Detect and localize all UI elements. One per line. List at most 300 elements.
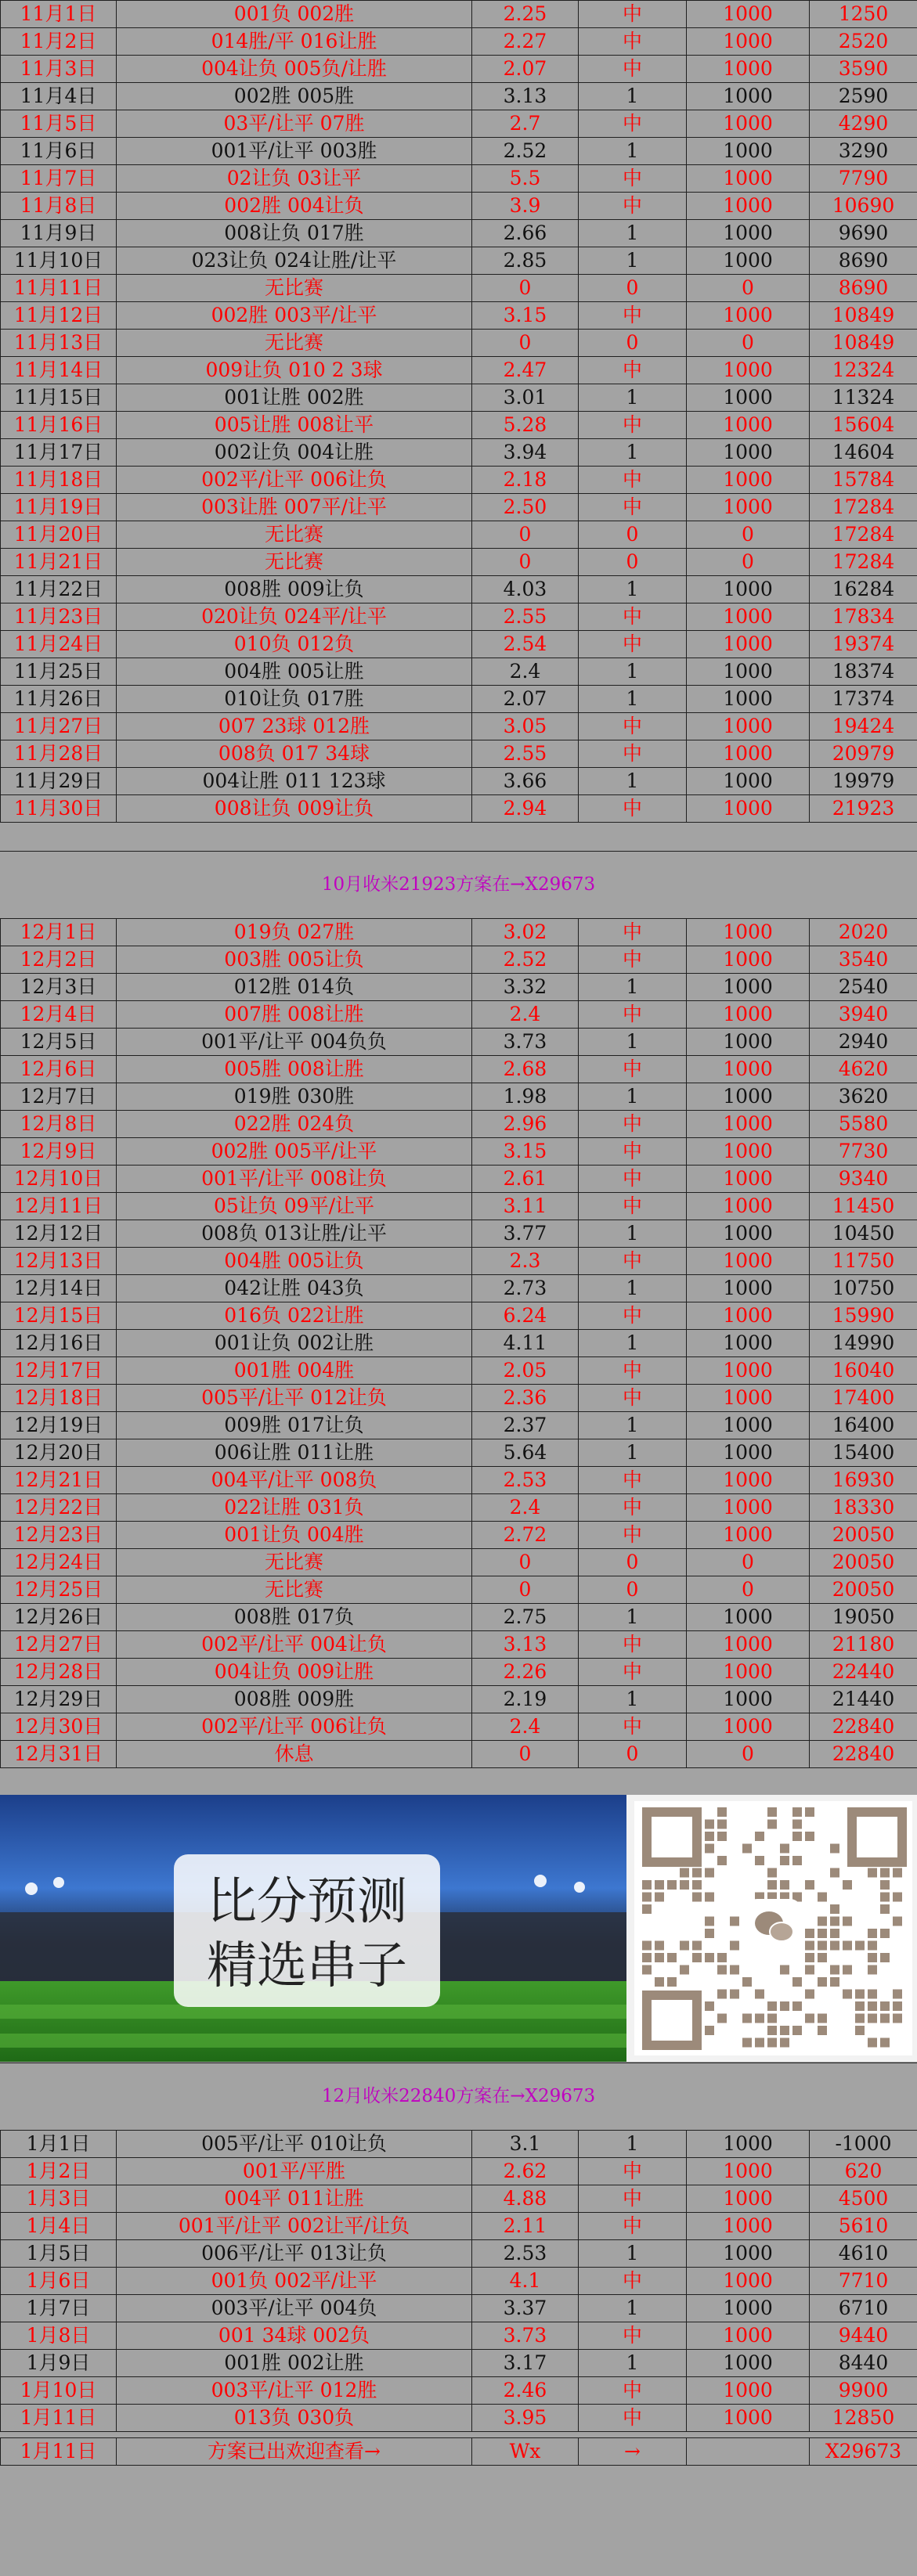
odds-cell: 2.55 (472, 740, 579, 768)
table-row (1, 2322, 917, 2350)
table-row (1, 2268, 917, 2295)
odds-cell: 2.11 (472, 2213, 579, 2240)
odds-cell: 3.01 (472, 384, 579, 412)
balance-cell: 2540 (810, 974, 917, 1001)
match-cell: 001平/让平 004负负 (117, 1029, 472, 1056)
match-cell: 004胜 005让负 (117, 1248, 472, 1275)
date-cell: 1月8日 (1, 2322, 117, 2350)
result-cell: 中 (579, 2213, 687, 2240)
date-cell: 12月4日 (1, 1001, 117, 1029)
stake-cell: 1000 (687, 2158, 810, 2185)
date-cell: 12月17日 (1, 1357, 117, 1385)
balance-cell: 9900 (810, 2377, 917, 2405)
table-row (1, 549, 917, 576)
odds-cell: 2.94 (472, 795, 579, 823)
stake-cell: 1000 (687, 1330, 810, 1357)
balance-cell: 6710 (810, 2295, 917, 2322)
stake-cell: 1000 (687, 1056, 810, 1083)
stake-cell: 1000 (687, 576, 810, 603)
result-cell: 1 (579, 1686, 687, 1713)
result-cell: 1 (579, 1029, 687, 1056)
match-cell: 003平/让平 012胜 (117, 2377, 472, 2405)
date-cell: 11月10日 (1, 247, 117, 275)
result-cell: 中 (579, 1467, 687, 1494)
match-cell: 004胜 005让胜 (117, 658, 472, 686)
footer-code[interactable]: X29673 (810, 2438, 917, 2466)
odds-cell: 3.02 (472, 919, 579, 946)
date-cell: 11月13日 (1, 330, 117, 357)
odds-cell: 3.37 (472, 2295, 579, 2322)
table-row (1, 1741, 917, 1768)
balance-cell: 19050 (810, 1604, 917, 1631)
match-cell: 008胜 009让负 (117, 576, 472, 603)
match-cell: 008让负 017胜 (117, 220, 472, 247)
match-cell: 002胜 005平/让平 (117, 1138, 472, 1166)
balance-cell: 3940 (810, 1001, 917, 1029)
table-row (1, 1522, 917, 1549)
date-cell: 11月21日 (1, 549, 117, 576)
balance-cell: 14990 (810, 1330, 917, 1357)
match-cell: 004让负 009让胜 (117, 1659, 472, 1686)
table-row (1, 1604, 917, 1631)
date-cell: 1月6日 (1, 2268, 117, 2295)
table-row (1, 1549, 917, 1576)
stake-cell: 0 (687, 521, 810, 549)
stake-cell: 1000 (687, 1166, 810, 1193)
odds-cell: 2.96 (472, 1111, 579, 1138)
stake-cell: 1000 (687, 1686, 810, 1713)
table-row (1, 412, 917, 439)
result-cell: 中 (579, 919, 687, 946)
result-cell: 1 (579, 2350, 687, 2377)
table-row (1, 2295, 917, 2322)
balance-cell: 4500 (810, 2185, 917, 2213)
odds-cell: 5.5 (472, 165, 579, 193)
result-cell: 中 (579, 1193, 687, 1220)
date-cell: 12月24日 (1, 1549, 117, 1576)
balance-cell: 21440 (810, 1686, 917, 1713)
date-cell: 11月16日 (1, 412, 117, 439)
banner-line-2: 精选串子 (207, 1937, 407, 1995)
stake-cell: 1000 (687, 631, 810, 658)
balance-cell: 2020 (810, 919, 917, 946)
odds-cell: 3.73 (472, 1029, 579, 1056)
result-cell: 中 (579, 302, 687, 330)
stake-cell: 1000 (687, 1, 810, 28)
balance-cell: 8690 (810, 275, 917, 302)
stake-cell: 1000 (687, 28, 810, 56)
table-row (1, 1166, 917, 1193)
match-cell: 001平/让平 008让负 (117, 1166, 472, 1193)
result-cell: 中 (579, 713, 687, 740)
date-cell: 11月25日 (1, 658, 117, 686)
balance-cell: 19424 (810, 713, 917, 740)
odds-cell: 2.07 (472, 686, 579, 713)
match-cell: 003让胜 007平/让平 (117, 494, 472, 521)
date-cell: 1月2日 (1, 2158, 117, 2185)
odds-cell: 4.03 (472, 576, 579, 603)
balance-cell: 10849 (810, 302, 917, 330)
match-cell: 042让胜 043负 (117, 1275, 472, 1302)
match-cell: 022让胜 031负 (117, 1494, 472, 1522)
stake-cell: 1000 (687, 946, 810, 974)
result-cell: 中 (579, 1357, 687, 1385)
table-row (1, 330, 917, 357)
result-cell: 1 (579, 2240, 687, 2268)
table-row (1, 1412, 917, 1439)
balance-cell: 22840 (810, 1741, 917, 1768)
date-cell: 12月13日 (1, 1248, 117, 1275)
match-cell: 006平/让平 013让负 (117, 2240, 472, 2268)
date-cell: 11月29日 (1, 768, 117, 795)
odds-cell: 2.53 (472, 1467, 579, 1494)
stake-cell: 1000 (687, 686, 810, 713)
match-cell: 002胜 003平/让平 (117, 302, 472, 330)
balance-cell: 18374 (810, 658, 917, 686)
table-row (1, 1275, 917, 1302)
match-cell: 008让负 009让负 (117, 795, 472, 823)
table-row (1, 110, 917, 138)
table-row (1, 1138, 917, 1166)
match-cell: 002平/让平 004让负 (117, 1631, 472, 1659)
stake-cell: 1000 (687, 110, 810, 138)
match-cell: 002胜 004让负 (117, 193, 472, 220)
stake-cell: 1000 (687, 439, 810, 467)
result-cell: 0 (579, 521, 687, 549)
date-cell: 11月11日 (1, 275, 117, 302)
balance-cell: 11324 (810, 384, 917, 412)
result-cell: 中 (579, 467, 687, 494)
result-cell: 1 (579, 2131, 687, 2158)
date-cell: 1月7日 (1, 2295, 117, 2322)
date-cell: 12月23日 (1, 1522, 117, 1549)
table-row (1, 193, 917, 220)
odds-cell: 3.13 (472, 83, 579, 110)
date-cell: 1月11日 (1, 2405, 117, 2432)
stake-cell: 1000 (687, 1412, 810, 1439)
balance-cell: 4290 (810, 110, 917, 138)
balance-cell: 20050 (810, 1576, 917, 1604)
table-row (1, 2131, 917, 2158)
match-cell: 023让负 024让胜/让平 (117, 247, 472, 275)
footer-blank (687, 2438, 810, 2466)
table-row (1, 1357, 917, 1385)
balance-cell: 17374 (810, 686, 917, 713)
result-cell: 中 (579, 110, 687, 138)
stake-cell: 1000 (687, 56, 810, 83)
odds-cell: 5.28 (472, 412, 579, 439)
date-cell: 11月2日 (1, 28, 117, 56)
result-cell: 0 (579, 1576, 687, 1604)
match-cell: 022胜 024负 (117, 1111, 472, 1138)
result-cell: 0 (579, 275, 687, 302)
balance-cell: 16930 (810, 1467, 917, 1494)
balance-cell: 16400 (810, 1412, 917, 1439)
balance-cell: 18330 (810, 1494, 917, 1522)
table-row (1, 83, 917, 110)
stake-cell: 1000 (687, 1083, 810, 1111)
stake-cell: 1000 (687, 193, 810, 220)
date-cell: 12月14日 (1, 1275, 117, 1302)
stake-cell: 1000 (687, 1138, 810, 1166)
match-cell: 001 34球 002负 (117, 2322, 472, 2350)
stake-cell: 1000 (687, 357, 810, 384)
date-cell: 11月6日 (1, 138, 117, 165)
result-cell: 中 (579, 2405, 687, 2432)
match-cell: 02让负 03让平 (117, 165, 472, 193)
stake-cell: 1000 (687, 1302, 810, 1330)
date-cell: 11月24日 (1, 631, 117, 658)
odds-cell: 0 (472, 275, 579, 302)
footer-text[interactable]: 方案已出欢迎查看→ (117, 2438, 472, 2466)
result-cell: 1 (579, 1330, 687, 1357)
match-cell: 008胜 017负 (117, 1604, 472, 1631)
table-row (1, 1659, 917, 1686)
date-cell: 12月12日 (1, 1220, 117, 1248)
stake-cell: 1000 (687, 1467, 810, 1494)
stake-cell: 0 (687, 1549, 810, 1576)
result-cell: 中 (579, 2158, 687, 2185)
stake-cell: 1000 (687, 1220, 810, 1248)
match-cell: 016负 022让胜 (117, 1302, 472, 1330)
stake-cell: 1000 (687, 2213, 810, 2240)
result-cell: 中 (579, 2185, 687, 2213)
odds-cell: 2.61 (472, 1166, 579, 1193)
match-cell: 005胜 008让胜 (117, 1056, 472, 1083)
balance-cell: 7790 (810, 165, 917, 193)
balance-cell: 2520 (810, 28, 917, 56)
stake-cell: 1000 (687, 1357, 810, 1385)
date-cell: 12月22日 (1, 1494, 117, 1522)
result-cell: 中 (579, 1494, 687, 1522)
match-cell: 001胜 004胜 (117, 1357, 472, 1385)
balance-cell: 3290 (810, 138, 917, 165)
balance-cell: 17284 (810, 549, 917, 576)
odds-cell: 4.1 (472, 2268, 579, 2295)
result-cell: 1 (579, 576, 687, 603)
date-cell: 11月19日 (1, 494, 117, 521)
date-cell: 11月4日 (1, 83, 117, 110)
table-row (1, 1220, 917, 1248)
match-cell: 013负 030负 (117, 2405, 472, 2432)
balance-cell: 5580 (810, 1111, 917, 1138)
balance-cell: 17284 (810, 494, 917, 521)
stake-cell: 1000 (687, 1439, 810, 1467)
odds-cell: 4.88 (472, 2185, 579, 2213)
table-row (1, 2350, 917, 2377)
balance-cell: 20979 (810, 740, 917, 768)
odds-cell: 3.66 (472, 768, 579, 795)
result-cell: 中 (579, 1001, 687, 1029)
balance-cell: 10450 (810, 1220, 917, 1248)
date-cell: 12月10日 (1, 1166, 117, 1193)
stake-cell: 1000 (687, 138, 810, 165)
date-cell: 11月3日 (1, 56, 117, 83)
odds-cell: 3.94 (472, 439, 579, 467)
match-cell: 012胜 014负 (117, 974, 472, 1001)
stake-cell: 1000 (687, 2268, 810, 2295)
odds-cell: 3.15 (472, 1138, 579, 1166)
match-cell: 007胜 008让胜 (117, 1001, 472, 1029)
result-cell: 中 (579, 1138, 687, 1166)
balance-cell: 12324 (810, 357, 917, 384)
date-cell: 12月11日 (1, 1193, 117, 1220)
stake-cell: 0 (687, 1576, 810, 1604)
table-row (1, 467, 917, 494)
match-cell: 001负 002胜 (117, 1, 472, 28)
result-cell: 中 (579, 1111, 687, 1138)
table-row (1, 768, 917, 795)
balance-cell: 14604 (810, 439, 917, 467)
result-cell: 中 (579, 1166, 687, 1193)
date-cell: 11月14日 (1, 357, 117, 384)
table-row (1, 1001, 917, 1029)
table-row (1, 521, 917, 549)
stake-cell: 1000 (687, 1248, 810, 1275)
result-cell: 1 (579, 220, 687, 247)
table-row (1, 384, 917, 412)
match-cell: 009胜 017让负 (117, 1412, 472, 1439)
balance-cell: 16284 (810, 576, 917, 603)
balance-cell: 22840 (810, 1713, 917, 1741)
balance-cell: 20050 (810, 1522, 917, 1549)
date-cell: 12月6日 (1, 1056, 117, 1083)
stake-cell: 0 (687, 1741, 810, 1768)
match-cell: 005平/让平 012让负 (117, 1385, 472, 1412)
table-row (1, 603, 917, 631)
table-row (1, 1056, 917, 1083)
date-cell: 11月1日 (1, 1, 117, 28)
balance-cell: 9340 (810, 1166, 917, 1193)
odds-cell: 2.72 (472, 1522, 579, 1549)
table-row (1, 1439, 917, 1467)
stake-cell: 1000 (687, 83, 810, 110)
summary-band-1: 10月收米21923方案在→X29673 (0, 851, 917, 919)
stake-cell: 1000 (687, 1494, 810, 1522)
odds-cell: 0 (472, 521, 579, 549)
odds-cell: 2.4 (472, 1494, 579, 1522)
odds-cell: 3.13 (472, 1631, 579, 1659)
promo-banner (0, 1795, 917, 2062)
result-cell: 中 (579, 946, 687, 974)
date-cell: 12月9日 (1, 1138, 117, 1166)
result-cell: 中 (579, 357, 687, 384)
result-cell: 1 (579, 384, 687, 412)
match-cell: 010负 012负 (117, 631, 472, 658)
match-cell: 无比赛 (117, 1576, 472, 1604)
odds-cell: 4.11 (472, 1330, 579, 1357)
odds-cell: 1.98 (472, 1083, 579, 1111)
date-cell: 12月21日 (1, 1467, 117, 1494)
odds-cell: 2.50 (472, 494, 579, 521)
balance-cell: 8440 (810, 2350, 917, 2377)
balance-cell: 3590 (810, 56, 917, 83)
date-cell: 11月18日 (1, 467, 117, 494)
odds-cell: 2.62 (472, 2158, 579, 2185)
result-cell: 1 (579, 1083, 687, 1111)
result-cell: 中 (579, 1385, 687, 1412)
balance-cell: 11750 (810, 1248, 917, 1275)
balance-cell: 11450 (810, 1193, 917, 1220)
table-row (1, 2377, 917, 2405)
stake-cell: 1000 (687, 603, 810, 631)
table-row (1, 357, 917, 384)
date-cell: 12月1日 (1, 919, 117, 946)
result-cell: 0 (579, 1549, 687, 1576)
balance-cell: 20050 (810, 1549, 917, 1576)
table-row (1, 1385, 917, 1412)
balance-cell: 21180 (810, 1631, 917, 1659)
balance-cell: 1250 (810, 1, 917, 28)
match-cell: 002胜 005胜 (117, 83, 472, 110)
odds-cell: 2.68 (472, 1056, 579, 1083)
match-cell: 008胜 009胜 (117, 1686, 472, 1713)
balance-cell: 12850 (810, 2405, 917, 2432)
match-cell: 03平/让平 07胜 (117, 110, 472, 138)
balance-cell: 17834 (810, 603, 917, 631)
stake-cell: 0 (687, 549, 810, 576)
match-cell: 010让负 017胜 (117, 686, 472, 713)
result-cell: 中 (579, 1713, 687, 1741)
table-row (1, 686, 917, 713)
balance-cell: 22440 (810, 1659, 917, 1686)
result-cell: 中 (579, 1659, 687, 1686)
table-row (1, 138, 917, 165)
stake-cell: 1000 (687, 1029, 810, 1056)
table-row (1, 919, 917, 946)
stake-cell: 1000 (687, 412, 810, 439)
date-cell: 1月5日 (1, 2240, 117, 2268)
odds-cell: 2.18 (472, 467, 579, 494)
odds-cell: 2.3 (472, 1248, 579, 1275)
match-cell: 001让负 002让胜 (117, 1330, 472, 1357)
stake-cell: 1000 (687, 795, 810, 823)
match-cell: 001负 002平/让平 (117, 2268, 472, 2295)
table-row (1, 56, 917, 83)
match-cell: 006让胜 011让胜 (117, 1439, 472, 1467)
result-cell: 中 (579, 412, 687, 439)
match-cell: 001平/让平 003胜 (117, 138, 472, 165)
result-cell: 1 (579, 1220, 687, 1248)
odds-cell: 2.52 (472, 138, 579, 165)
stake-cell: 1000 (687, 1275, 810, 1302)
odds-cell: 2.36 (472, 1385, 579, 1412)
match-cell: 002平/让平 006让负 (117, 1713, 472, 1741)
stake-cell: 1000 (687, 1604, 810, 1631)
result-cell: 中 (579, 740, 687, 768)
stake-cell: 1000 (687, 974, 810, 1001)
match-cell: 009让负 010 2 3球 (117, 357, 472, 384)
table-row (1, 165, 917, 193)
table-row (1, 1193, 917, 1220)
match-cell: 001胜 002让胜 (117, 2350, 472, 2377)
match-cell: 无比赛 (117, 330, 472, 357)
table-row (1, 1302, 917, 1330)
stake-cell: 1000 (687, 2295, 810, 2322)
result-cell: 中 (579, 193, 687, 220)
result-cell: 中 (579, 2268, 687, 2295)
match-cell: 004平 011让胜 (117, 2185, 472, 2213)
table-row (1, 2213, 917, 2240)
balance-cell: 15400 (810, 1439, 917, 1467)
match-cell: 004让胜 011 123球 (117, 768, 472, 795)
odds-cell: 0 (472, 1576, 579, 1604)
balance-cell: 15604 (810, 412, 917, 439)
balance-cell: 17400 (810, 1385, 917, 1412)
odds-cell: 2.26 (472, 1659, 579, 1686)
date-cell: 11月15日 (1, 384, 117, 412)
stake-cell: 0 (687, 275, 810, 302)
